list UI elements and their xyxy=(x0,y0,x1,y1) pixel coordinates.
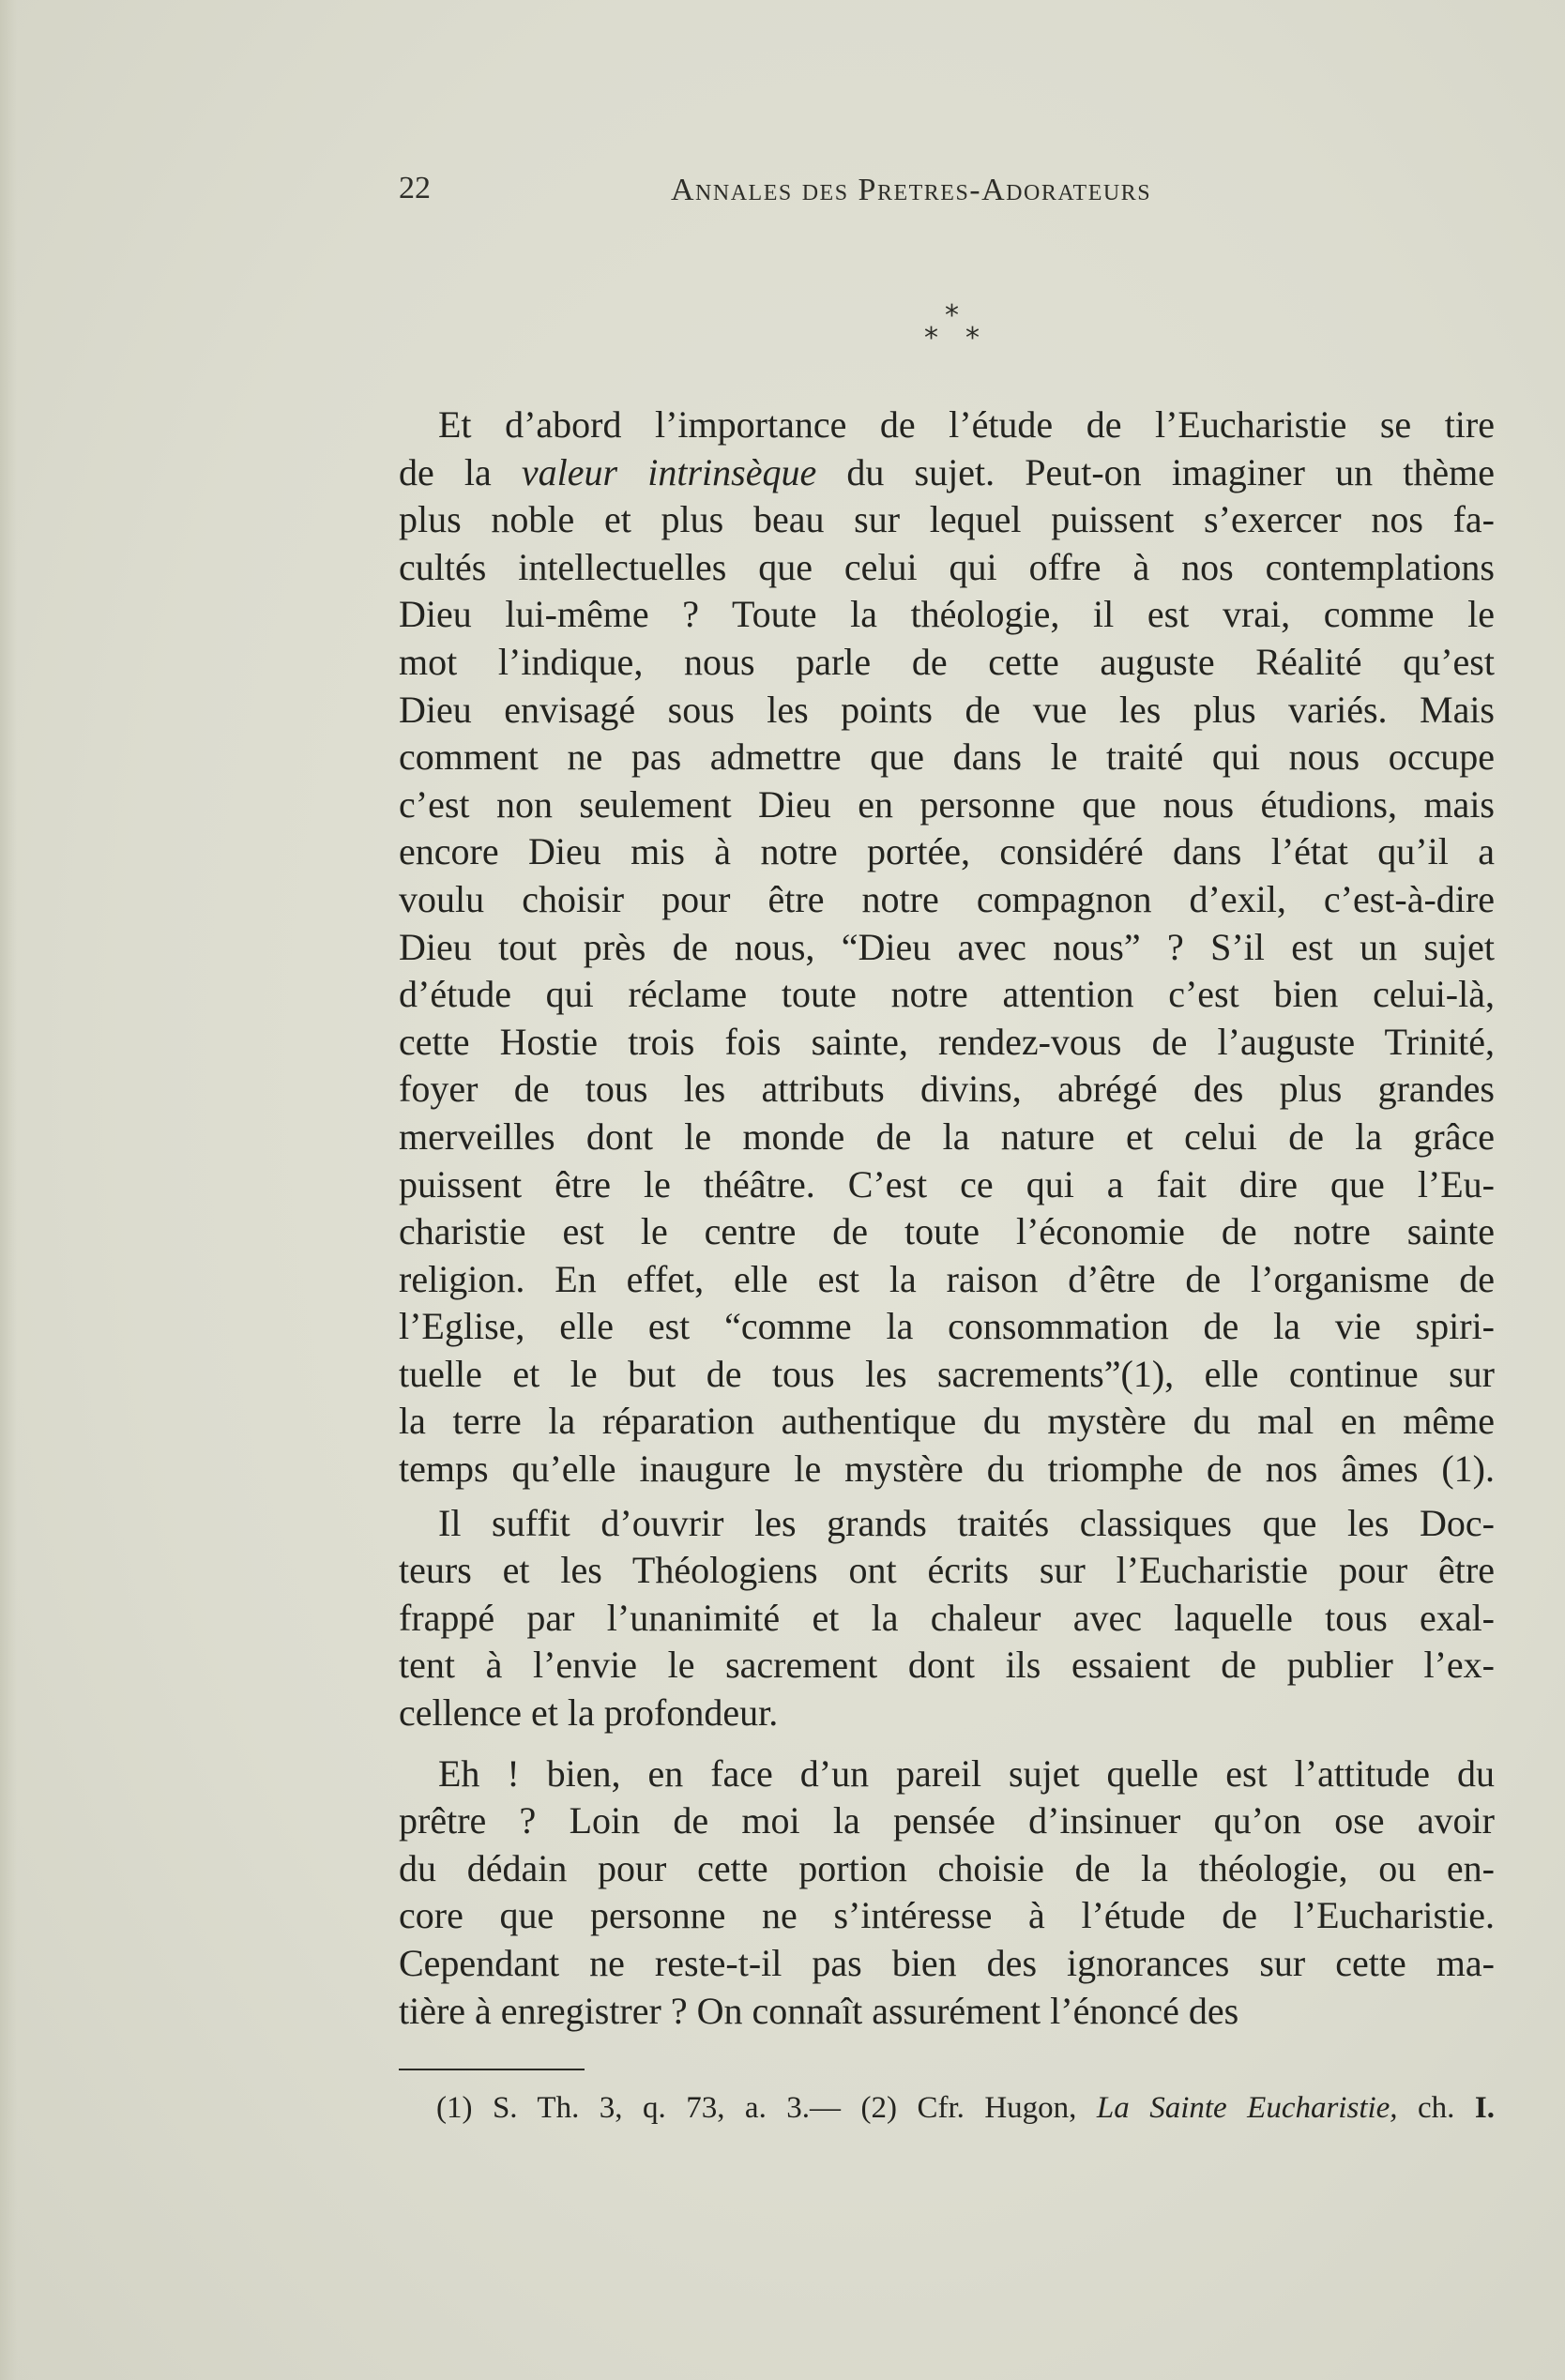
page-binding-edge xyxy=(0,0,17,2380)
text-line: tuelle et le but de tous les sacrements”(1), elle continue sur xyxy=(399,1352,1495,1395)
text-line: tent à l’envie le sacrement dont ils essaient de publier l’ex- xyxy=(399,1644,1495,1687)
text-line: comment ne pas admettre que dans le traité qui nous occupe xyxy=(399,735,1495,779)
text-line: mot l’indique, nous parle de cette auguste Réalité qu’est xyxy=(399,640,1495,683)
page-number: 22 xyxy=(399,171,431,205)
text-line: Il suffit d’ouvrir les grands traités classiques que les Doc- xyxy=(438,1501,1495,1544)
text-line: l’Eglise, elle est “comme la consommation de la vie spiri- xyxy=(399,1305,1495,1348)
text-line: prêtre ? Loin de moi la pensée d’insinuer qu’on ose avoir xyxy=(399,1799,1495,1842)
text-line: du dédain pour cette portion choisie de la théologie, ou en- xyxy=(399,1846,1495,1889)
footnote-chapter: I. xyxy=(1474,2091,1495,2125)
text-line xyxy=(399,449,1495,497)
page-header xyxy=(399,171,1234,218)
text-line: frappé par l’unanimité et la chaleur avec laquelle tous exal- xyxy=(399,1596,1495,1639)
text-line: Et d’abord l’importance de l’étude de l’Eucharistie se tire xyxy=(438,403,1495,446)
text-segment: de la xyxy=(399,450,522,493)
running-title: Annales des Pretres-Adorateurs xyxy=(671,173,1152,207)
text-line: Eh ! bien, en face d’un pareil sujet quelle est l’attitude du xyxy=(438,1751,1495,1795)
text-segment: du sujet. Peut-on imaginer un thème xyxy=(816,450,1496,493)
text-line: core que personne ne s’intéresse à l’étude de l’Eucharistie. xyxy=(399,1894,1495,1937)
text-line: c’est non seulement Dieu en personne que nous étudions, mais xyxy=(399,782,1495,826)
text-line: Dieu lui-même ? Toute la théologie, il est vrai, comme le xyxy=(399,593,1495,636)
asterism-star-top: * xyxy=(945,299,959,332)
text-line: foyer de tous les attributs divins, abrégé des plus grandes xyxy=(399,1068,1495,1111)
text-line: cultés intellectuelles que celui qui offre à nos contemplations xyxy=(399,545,1495,588)
asterism-divider xyxy=(924,299,990,358)
asterism-star-left: * xyxy=(924,322,938,355)
footnote-rule xyxy=(399,2069,585,2070)
text-line: teurs et les Théologiens ont écrits sur l’Eucharistie pour être xyxy=(399,1549,1495,1592)
text-line: encore Dieu mis à notre portée, considéré dans l’état qu’il a xyxy=(399,830,1495,873)
text-line: voulu choisir pour être notre compagnon d’exil, c’est-à-dire xyxy=(399,877,1495,920)
text-line: temps qu’elle inaugure le mystère du triomphe de nos âmes (1). xyxy=(399,1448,1495,1491)
paragraph-2 xyxy=(399,1500,1495,1737)
text-line: plus noble et plus beau sur lequel puissent s’exercer nos fa- xyxy=(399,498,1495,541)
text-line: la terre la réparation authentique du mystère du mal en même xyxy=(399,1400,1495,1443)
footnote-suffix: ch. xyxy=(1397,2091,1475,2125)
text-line: cette Hostie trois fois sainte, rendez-vous de l’auguste Trinité, xyxy=(399,1020,1495,1063)
text-line: religion. En effet, elle est la raison d’être de l’organisme de xyxy=(399,1257,1495,1300)
footnote xyxy=(436,2089,1495,2127)
text-line: Dieu envisagé sous les points de vue les plus variés. Mais xyxy=(399,688,1495,731)
text-line: puissent être le théâtre. C’est ce qui a fait dire que l’Eu- xyxy=(399,1162,1495,1205)
footnote-title: La Sainte Eucharistie, xyxy=(1096,2091,1398,2125)
footnote-prefix: (1) S. Th. 3, q. 73, a. 3.— (2) Cfr. Hugon, xyxy=(436,2091,1097,2125)
paragraph-1 xyxy=(399,402,1495,1493)
paragraph-3 xyxy=(399,1751,1495,2036)
text-line: Dieu tout près de nous, “Dieu avec nous” ? S’il est un sujet xyxy=(399,925,1495,968)
text-line: Cependant ne reste-t-il pas bien des ignorances sur cette ma- xyxy=(399,1942,1495,1984)
text-line: d’étude qui réclame toute notre attention c’est bien celui-là, xyxy=(399,973,1495,1016)
asterism-star-right: * xyxy=(965,322,980,355)
body-text xyxy=(399,402,1495,2035)
emphasis-text: valeur intrinsèque xyxy=(521,450,817,493)
text-line: charistie est le centre de toute l’économie de notre sainte xyxy=(399,1210,1495,1253)
text-line: cellence et la profondeur. xyxy=(399,1691,779,1735)
text-line: tière à enregistrer ? On connaît assurément l’énoncé des xyxy=(399,1989,1239,2032)
text-line: merveilles dont le monde de la nature et celui de la grâce xyxy=(399,1114,1495,1158)
